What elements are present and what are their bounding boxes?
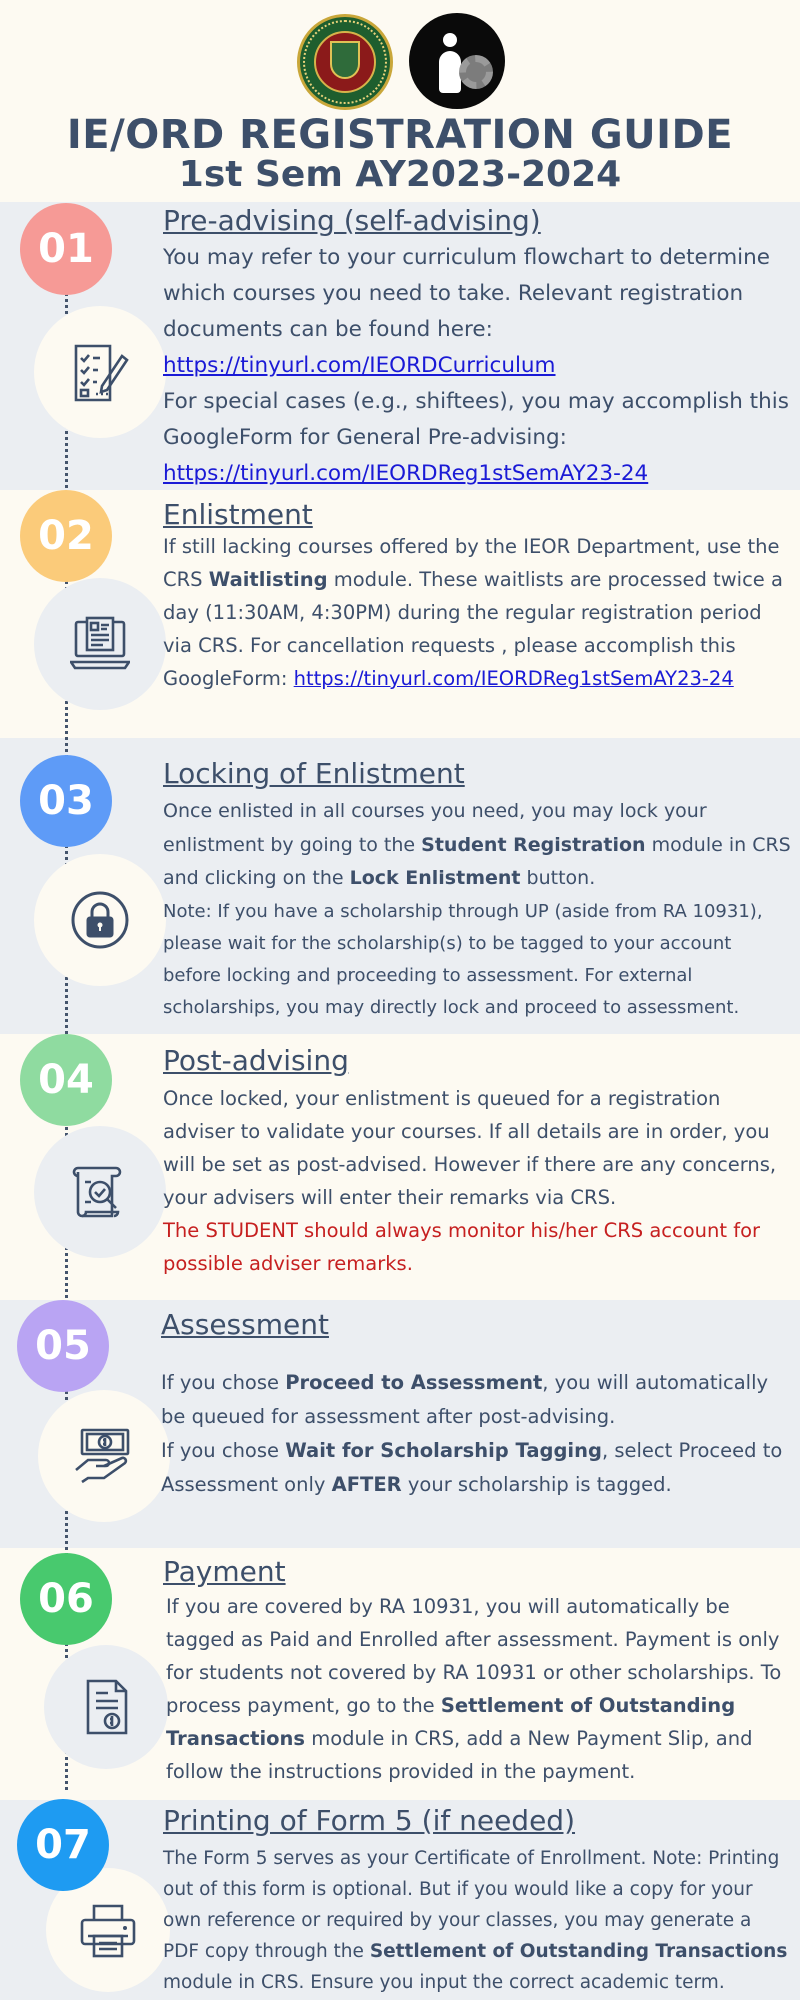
page-subtitle: 1st Sem AY2023-2024 [178,154,622,195]
step-5-number-badge: 05 [17,1300,109,1392]
adviser-remarks-warning: The STUDENT should always monitor his/her CRS account for possible adviser remarks. [163,1219,761,1275]
lock-enlistment-emphasis: Lock Enlistment [349,867,521,889]
waitlisting-emphasis: Waitlisting [208,568,328,591]
step-2-icon-circle [34,578,166,710]
wait-scholarship-emphasis: Wait for Scholarship Tagging [285,1439,602,1462]
step-4-icon-circle [34,1126,166,1258]
header [0,0,800,202]
step-7-text-a: The Form 5 serves as your Certificate of Enrollment. Note: Printing out of this form is optional. But if you would like a copy for your own reference or required by your classes, you may generate a PDF copy through the [163,1848,780,1962]
step-7-body [163,1843,791,1998]
step-2-text-a: If still lacking courses offered by the IEOR Department, use the CRS [163,535,780,591]
step-5-text-2a: If you chose [161,1439,286,1462]
step-1-title: Pre-advising (self-advising) [163,204,541,237]
step-4-title: Post-advising [163,1044,349,1077]
step-2-body [163,530,791,695]
cancellation-form-link[interactable]: https://tinyurl.com/IEORDReg1stSemAY23-24 [293,667,734,690]
step-3-icon-circle [34,854,166,986]
step-6-body [166,1590,792,1788]
step-1-number-badge: 01 [20,203,112,295]
step-5-title: Assessment [161,1308,329,1341]
step-5-text-c: , you will automatically be queued for assessment after post-advising. [161,1371,769,1428]
step-1-text-2: For special cases (e.g., shiftees), you may accomplish this GoogleForm for General Pre-advising: [163,389,789,450]
page-title: IE/ORD REGISTRATION GUIDE [66,112,734,158]
step-3-text-e: button. [520,867,596,889]
step-3-note: Note: If you have a scholarship through UP (aside from RA 10931), please wait for the scholarship(s) to be tagged to your account before locking and proceeding to assessment. For external scholarships, you may directly lock and proceed to assessment. [163,901,763,1018]
settlement-emphasis-1: Settlement of Outstanding Transactions [166,1694,736,1750]
after-emphasis: AFTER [331,1473,402,1496]
step-6-number-badge: 06 [20,1553,112,1645]
step-1-icon-circle [34,306,166,438]
step-4-number-badge: 04 [20,1034,112,1126]
proceed-assessment-emphasis: Proceed to Assessment [285,1371,543,1394]
step-5-text-a: If you chose [161,1371,286,1394]
up-seal-logo [297,14,393,110]
step-5-text-2c: , select Proceed to Assessment only [161,1439,783,1496]
step-7-number-badge: 07 [17,1799,109,1891]
step-3-number-badge: 03 [20,755,112,847]
preadvising-form-link[interactable]: https://tinyurl.com/IEORDReg1stSemAY23-24 [163,461,649,486]
padlock-icon [70,890,130,950]
document-magnifier-check-icon [70,1162,130,1222]
step-7-text-c: module in CRS. Ensure you input the correct academic term. [163,1972,725,1993]
step-1-body [163,240,791,492]
step-5-body [161,1366,789,1502]
step-3-text-c: module in CRS and clicking on the [163,833,791,889]
student-registration-emphasis: Student Registration [421,833,646,856]
step-2-text-c: module. These waitlists are processed twice a day (11:30AM, 4:30PM) during the regular registration period via CRS. For cancellation requests , please accomplish this GoogleForm: [163,568,783,690]
step-2-number-badge: 02 [20,490,112,582]
step-4-text: Once locked, your enlistment is queued for a registration adviser to validate your courses. If all details are in order, you will be set as post-advised. However if there are any concerns, your advisers will enter their remarks via CRS. [163,1087,777,1209]
step-1-text-1: You may refer to your curriculum flowchart to determine which courses you need to take. Relevant registration documents can be found here: [163,245,770,342]
step-5-icon-circle [38,1390,170,1522]
settlement-emphasis-2: Settlement of Outstanding Transactions [369,1941,788,1962]
laptop-document-icon [70,614,130,674]
step-5-text-2e: your scholarship is tagged. [401,1473,672,1496]
step-3-title: Locking of Enlistment [163,757,465,790]
step-3-text-a: Once enlisted in all courses you need, you may lock your enlistment by going to the [163,800,707,856]
printer-icon [78,1900,138,1960]
ie-gear-logo [409,13,505,109]
step-6-title: Payment [163,1555,286,1588]
step-3-body [163,795,791,896]
curriculum-link[interactable]: https://tinyurl.com/IEORDCurriculum [163,353,556,378]
step-6-icon-circle [44,1645,168,1769]
step-6-text-c: module in CRS, add a New Payment Slip, and follow the instructions provided in the payment. [166,1727,753,1783]
step-2-title: Enlistment [163,498,313,531]
hand-money-icon [74,1426,134,1486]
checklist-pen-icon [70,342,130,402]
step-6-text-a: If you are covered by RA 10931, you will automatically be tagged as Paid and Enrolled after assessment. Payment is only for students not covered by RA 10931 or other scholarships. To process payment, go to the [166,1595,782,1717]
invoice-dollar-icon [76,1677,136,1737]
step-4-body [163,1082,791,1280]
step-7-title: Printing of Form 5 (if needed) [163,1804,576,1837]
